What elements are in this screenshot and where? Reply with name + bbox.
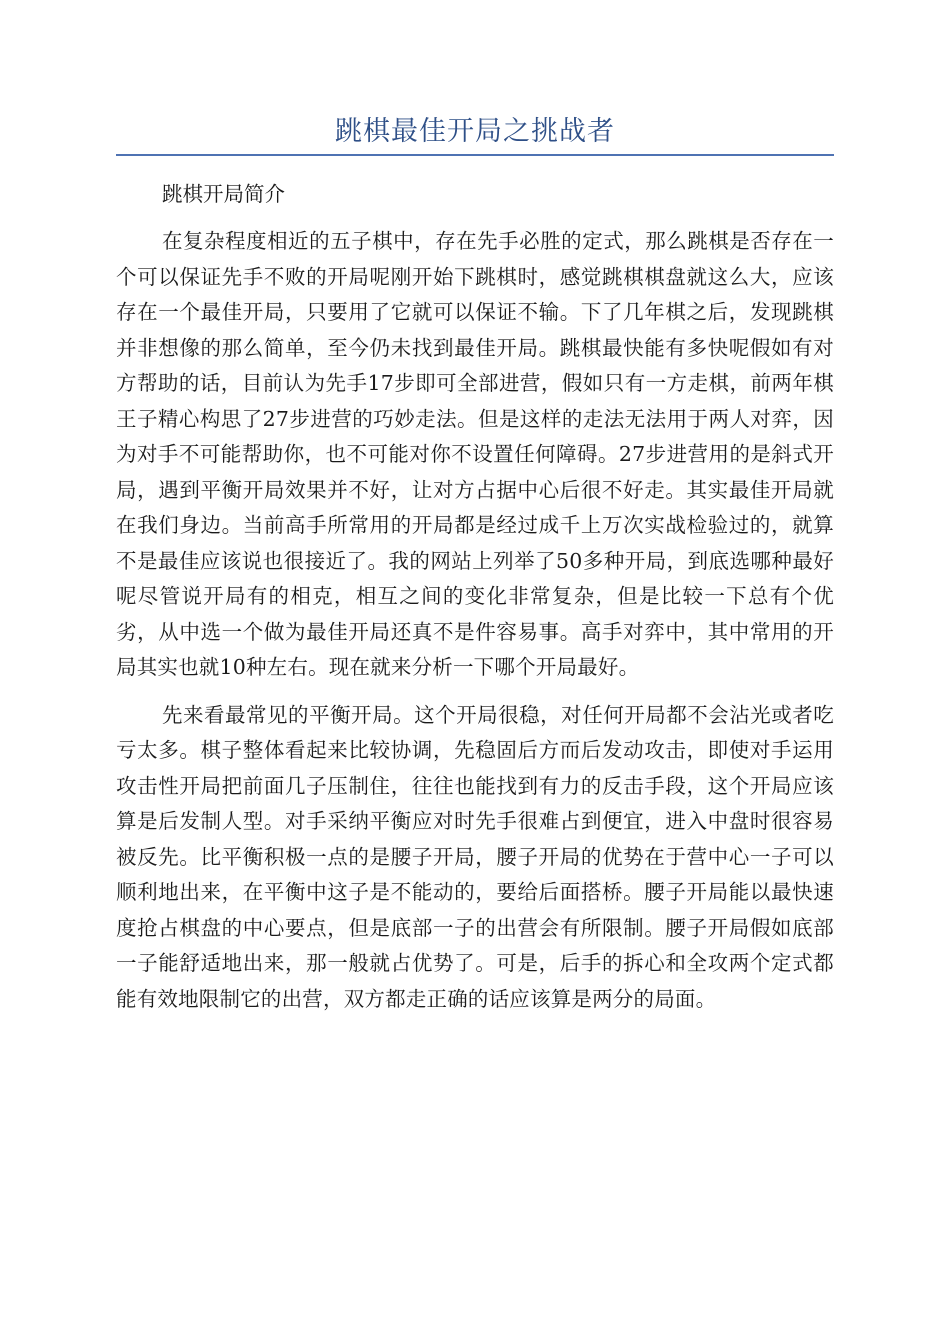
document-title: 跳棋最佳开局之挑战者: [335, 116, 615, 147]
paragraph-balanced-opening: 先来看最常见的平衡开局。这个开局很稳，对任何开局都不会沾光或者吃亏太多。棋子整体看起来比较协调，先稳固后方而后发动攻击，即使对手运用攻击性开局把前面几子压制住，往往也能找到有力的反击手段，这个开局应该算是后发制人型。对手采纳平衡应对时先手很难占到便宜，进入中盘时很容易被反先。比平衡积极一点的是腰子开局，腰子开局的优势在于营中心一子可以顺利地出来，在平衡中这子是不能动的，要给后面搭桥。腰子开局能以最快速度抢占棋盘的中心要点，但是底部一子的出营会有所限制。腰子开局假如底部一子能舒适地出来，那一般就占优势了。可是，后手的拆心和全攻两个定式都能有效地限制它的出营，双方都走正确的话应该算是两分的局面。: [116, 702, 834, 1011]
paragraph-intro: 在复杂程度相近的五子棋中，存在先手必胜的定式，那么跳棋是否存在一个可以保证先手不败的开局呢刚开始下跳棋时，感觉跳棋棋盘就这么大，应该存在一个最佳开局，只要用了它就可以保证不输。下了几年棋之后，发现跳棋并非想像的那么简单，至今仍未找到最佳开局。跳棋最快能有多快呢假如有对方帮助的话，目前认为先手17步即可全部进营，假如只有一方走棋，前两年棋王子精心构思了27步进营的巧妙走法。但是这样的走法无法用于两人对弈，因为对手不可能帮助你，也不可能对你不设置任何障碍。27步进营用的是斜式开局，遇到平衡开局效果并不好，让对方占据中心后很不好走。其实最佳开局就在我们身边。当前高手所常用的开局都是经过成千上万次实战检验过的，就算不是最佳应该说也很接近了。我的网站上列举了50多种开局，到底选哪种最好呢尽管说开局有的相克，相互之间的变化非常复杂，但是比较一下总有个优劣，从中选一个做为最佳开局还真不是件容易事。高手对弈中，其中常用的开局其实也就10种左右。现在就来分析一下哪个开局最好。: [116, 229, 834, 679]
section-heading: 跳棋开局简介: [162, 182, 285, 206]
title-underline-rule: [116, 154, 834, 156]
document-body: [116, 176, 834, 1029]
